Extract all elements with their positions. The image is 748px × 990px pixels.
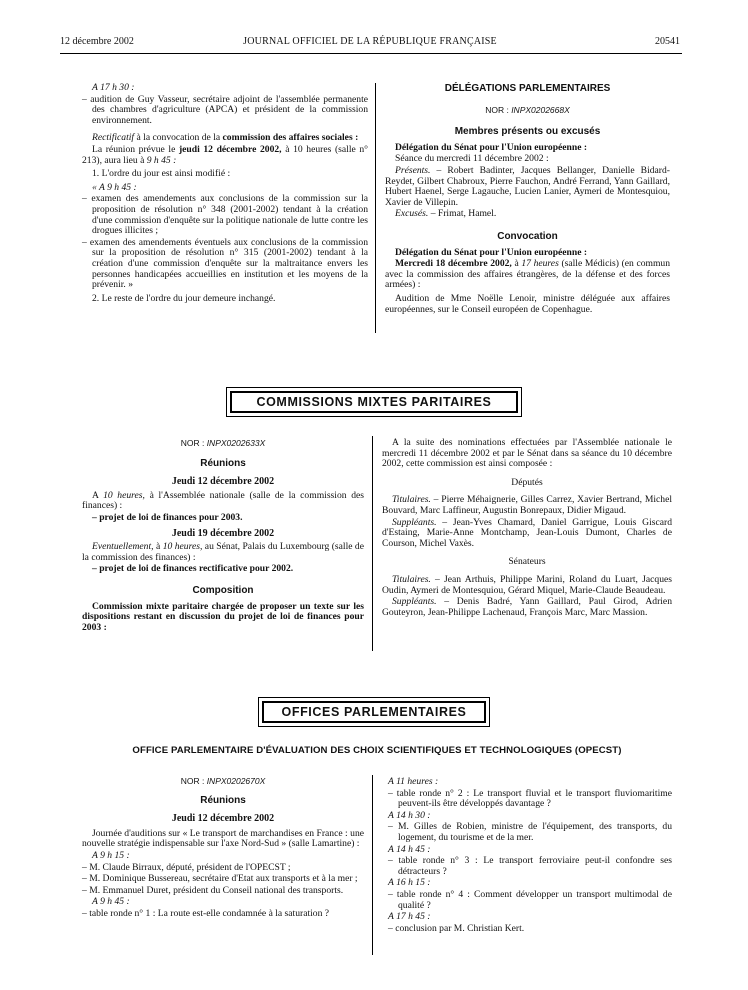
- agenda-item: – M. Dominique Bussereau, secrétaire d'Etat aux transports et à la mer ;: [82, 873, 358, 885]
- time-label: A 14 h 30 :: [388, 809, 431, 821]
- subsection-title: Membres présents ou excusés: [454, 126, 601, 138]
- nor-reference: NOR : INPX0202670X: [180, 776, 266, 786]
- agenda-item: – examen des amendements éventuels aux conclusions de la commission sur la proposition de résolution n° 315 (2001-2002) tendant à la création d'une commission d'enquête sur la maltraitance envers les personnes handicapées accueillies en institution et les moyens de la prévenir. »: [82, 236, 368, 291]
- section-box-title: COMMISSIONS MIXTES PARITAIRES: [230, 391, 518, 413]
- reunion-paragraph: La réunion prévue le jeudi 12 décembre 2002, à 10 heures (salle n° 213), aura lieu à 9 h 45 :: [82, 143, 368, 166]
- offices-right-column: [388, 777, 672, 935]
- agenda-item: – table ronde n° 2 : Le transport fluvial et le transport fluviomaritime peuvent-ils être développés davantage ?: [388, 787, 672, 810]
- agenda-item: – M. Gilles de Robien, ministre de l'équipement, des transports, du logement, du tourisme et de la mer.: [388, 821, 672, 843]
- members-list: Suppléants. – Denis Badré, Yann Gaillard, Paul Girod, Adrien Gouteyron, Jean-Philippe Lachenaud, François Marc, Marc Massion.: [382, 596, 672, 618]
- presents-list: Présents. – Robert Badinter, Jacques Bellanger, Danielle Bidard-Reydet, Gilbert Chabroux, Pierre Fauchon, André Ferrand, Yann Gaillard, Hubert Haenel, Serge Lagauche, Lucien Lanier, Aymeri de Montesquiou, Xavier de Villepin.: [385, 164, 670, 208]
- nor-reference: NOR : INPX0202668X: [485, 104, 570, 115]
- time-label: A 16 h 15 :: [388, 877, 431, 889]
- meeting-date: Jeudi 12 décembre 2002: [171, 813, 275, 825]
- composition-intro: A la suite des nominations effectuées par l'Assemblée nationale le mercredi 11 décembre 2002 et par le Sénat dans sa séance du 10 décembre 2002, cette commission est ainsi composée :: [382, 437, 672, 470]
- nor-reference: NOR : INPX0202633X: [180, 438, 266, 448]
- meeting-location: Eventuellement, à 10 heures, au Sénat, Palais du Luxembourg (salle de la commission des finances) :: [82, 541, 364, 563]
- meeting-location: A 10 heures, à l'Assemblée nationale (salle de la commission des finances) :: [82, 489, 364, 512]
- agenda-item: – M. Emmanuel Duret, président du Conseil national des transports.: [82, 884, 344, 896]
- time-label: A 17 h 30 :: [92, 82, 135, 93]
- meeting-date: Jeudi 12 décembre 2002: [171, 476, 275, 488]
- header-date: 12 décembre 2002: [60, 36, 134, 47]
- offices-left-column: [82, 776, 364, 921]
- members-list: Suppléants. – Jean-Yves Chamard, Daniel Garrigue, Louis Giscard d'Estaing, Marie-Anne Montchamp, Jean-Louis Dumont, Charles de Courson, Michel Vaxès.: [382, 516, 672, 549]
- members-list: Titulaires. – Jean Arthuis, Philippe Marini, Roland du Luart, Jacques Oudin, Aymeri de Montesquiou, Gérard Miquel, Marie-Claude Beaudeau.: [382, 573, 672, 596]
- agenda-column: [82, 83, 368, 305]
- time-label: A 11 heures :: [388, 776, 439, 787]
- agenda-item: – table ronde n° 4 : Comment développer un transport multimodal de qualité ?: [388, 888, 672, 911]
- chamber-heading: Députés: [511, 476, 543, 488]
- ordre-du-jour-2: 2. Le reste de l'ordre du jour demeure inchangé.: [92, 292, 276, 304]
- delegation-name: Délégation du Sénat pour l'Union européenne :: [395, 141, 588, 153]
- convocation-paragraph: Mercredi 18 décembre 2002, à 17 heures (salle Médicis) (en commun avec la commission des affaires étrangères, de la défense et des forces armées) :: [385, 258, 671, 291]
- time-label: A 14 h 45 :: [388, 843, 431, 855]
- column-divider: [372, 436, 373, 651]
- running-header: [60, 36, 680, 50]
- excuses-list: Excusés. – Frimat, Hamel.: [395, 208, 497, 220]
- section-box-cmp: [226, 387, 522, 417]
- subsection-title: Réunions: [200, 457, 246, 469]
- header-title: JOURNAL OFFICIEL DE LA RÉPUBLIQUE FRANÇAISE: [243, 36, 497, 47]
- agenda-item: – M. Claude Birraux, député, président de l'OPECST ;: [82, 861, 291, 873]
- subsection-title: Convocation: [497, 230, 558, 242]
- members-list: Titulaires. – Pierre Méhaignerie, Gilles Carrez, Xavier Bertrand, Michel Bouvard, Marc Laffineur, Augustin Bonrepaux, Didier Migaud.: [382, 494, 672, 516]
- header-rule: [60, 53, 682, 54]
- agenda-item: – conclusion par M. Christian Kert.: [388, 922, 525, 934]
- section-box-title: OFFICES PARLEMENTAIRES: [262, 701, 486, 723]
- composition-text: Commission mixte paritaire chargée de proposer un texte sur les dispositions restant en discussion du projet de loi de finances pour 2003 :: [82, 600, 364, 633]
- agenda-item: – projet de loi de finances rectificative pour 2002.: [92, 563, 294, 575]
- time-label: A 17 h 45 :: [388, 911, 431, 923]
- header-page-number: 20541: [655, 36, 680, 47]
- rectificatif-paragraph: Rectificatif à la convocation de la commission des affaires sociales :: [92, 132, 359, 144]
- column-divider: [375, 83, 376, 333]
- seance-date: Séance du mercredi 11 décembre 2002 :: [395, 153, 549, 165]
- delegations-section: [385, 84, 670, 316]
- ordre-du-jour-1: 1. L'ordre du jour est ainsi modifié :: [92, 168, 231, 180]
- office-title-block: [82, 746, 672, 758]
- section-title: DÉLÉGATIONS PARLEMENTAIRES: [444, 83, 611, 94]
- meeting-date: Jeudi 19 décembre 2002: [171, 527, 275, 539]
- section-box-offices: [258, 697, 490, 727]
- office-title: OFFICE PARLEMENTAIRE D'ÉVALUATION DES CHOIX SCIENTIFIQUES ET TECHNOLOGIQUES (OPECST): [132, 745, 622, 756]
- time-label: A 9 h 15 :: [92, 849, 130, 861]
- audition-paragraph: Audition de Mme Noëlle Lenoir, ministre déléguée aux affaires européennes, sur le Conseil européen de Copenhague.: [385, 292, 670, 315]
- time-label: « A 9 h 45 :: [92, 181, 137, 193]
- agenda-item: – examen des amendements aux conclusions de la commission sur la proposition de résolution n° 348 (2001-2002) tendant à la création d'une commission d'enquête sur la politique nationale de lutte contre les drogues illicites ;: [82, 193, 368, 237]
- chamber-heading: Sénateurs: [508, 556, 546, 568]
- subsection-title: Composition: [192, 584, 254, 596]
- agenda-item: – audition de Guy Vasseur, secrétaire adjoint de l'assemblée permanente des chambres d'agriculture (APCA) et président de la commission environnement.: [82, 93, 368, 126]
- cmp-left-column: [82, 438, 364, 634]
- journee-intro: Journée d'auditions sur « Le transport de marchandises en France : une nouvelle stratégie indispensable sur l'axe Nord-Sud » (salle Lamartine) :: [82, 827, 364, 850]
- column-divider: [372, 775, 373, 955]
- time-label: A 9 h 45 :: [92, 896, 130, 908]
- delegation-name: Délégation du Sénat pour l'Union européenne :: [395, 246, 588, 258]
- agenda-item: – projet de loi de finances pour 2003.: [92, 511, 243, 523]
- subsection-title: Réunions: [200, 794, 246, 806]
- agenda-item: – table ronde n° 3 : Le transport ferroviaire peut-il confondre ses détracteurs ?: [388, 855, 672, 877]
- agenda-item: – table ronde n° 1 : La route est-elle condamnée à la saturation ?: [82, 907, 330, 919]
- cmp-right-column: [382, 438, 672, 619]
